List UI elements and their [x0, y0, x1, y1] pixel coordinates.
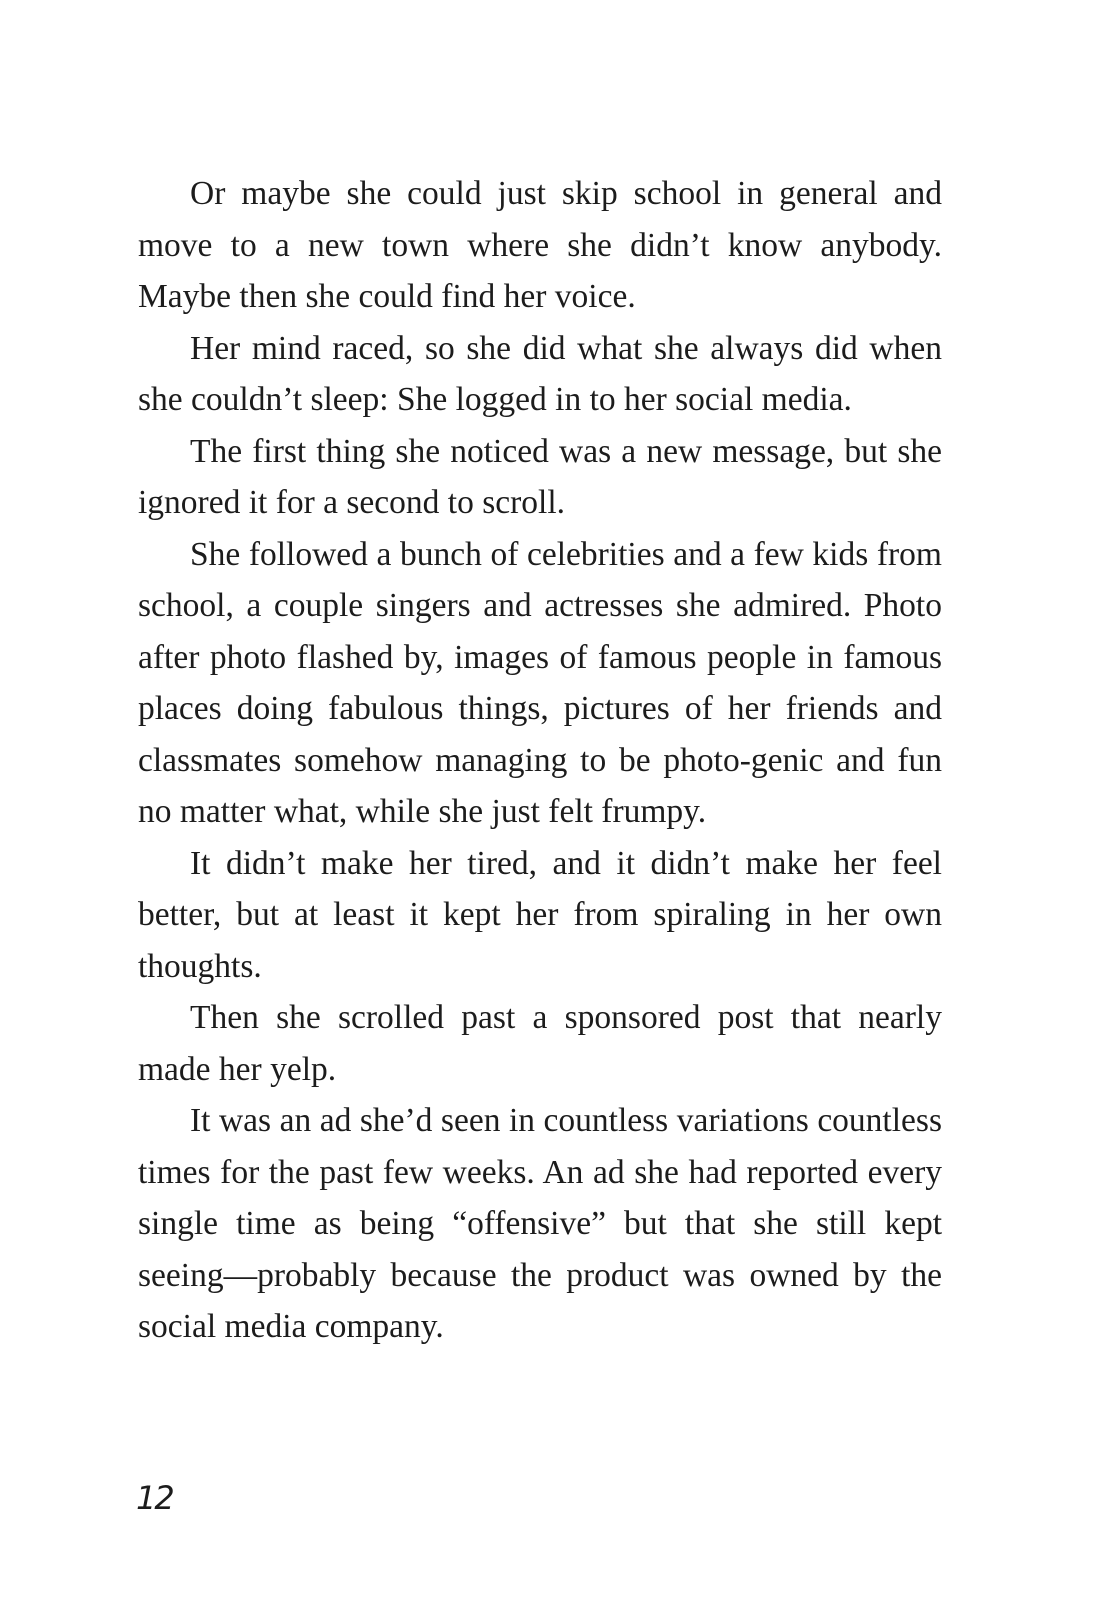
body-text — [138, 168, 942, 1353]
paragraph: It didn’t make her tired, and it didn’t make her feel better, but at least it kept her from spiraling in her own thoughts. — [138, 844, 942, 985]
paragraph: The first thing she noticed was a new message, but she ignored it for a second to scroll. — [138, 432, 942, 521]
paragraph: It was an ad she’d seen in countless variations countless times for the past few weeks. An ad she had reported every single time as being “offensive” but that she still kept seeing—probably because the product was owned by the social media company. — [138, 1102, 942, 1345]
paragraph: Her mind raced, so she did what she always did when she couldn’t sleep: She logged in to her social media. — [138, 329, 942, 418]
paragraph: Or maybe she could just skip school in general and move to a new town where she didn’t know anybody. Maybe then she could find her voice. — [138, 175, 942, 315]
page-number: 12 — [136, 1479, 173, 1517]
paragraph: Then she scrolled past a sponsored post that nearly made her yelp. — [138, 999, 942, 1088]
paragraph: She followed a bunch of celebrities and a few kids from school, a couple singers and actresses she admired. Photo after photo flashed by, images of famous people in famous places doing fabulous things, pictures of her friends and classmates somehow managing to be photo-genic and fun no matter what, while she just felt frumpy. — [138, 535, 942, 830]
